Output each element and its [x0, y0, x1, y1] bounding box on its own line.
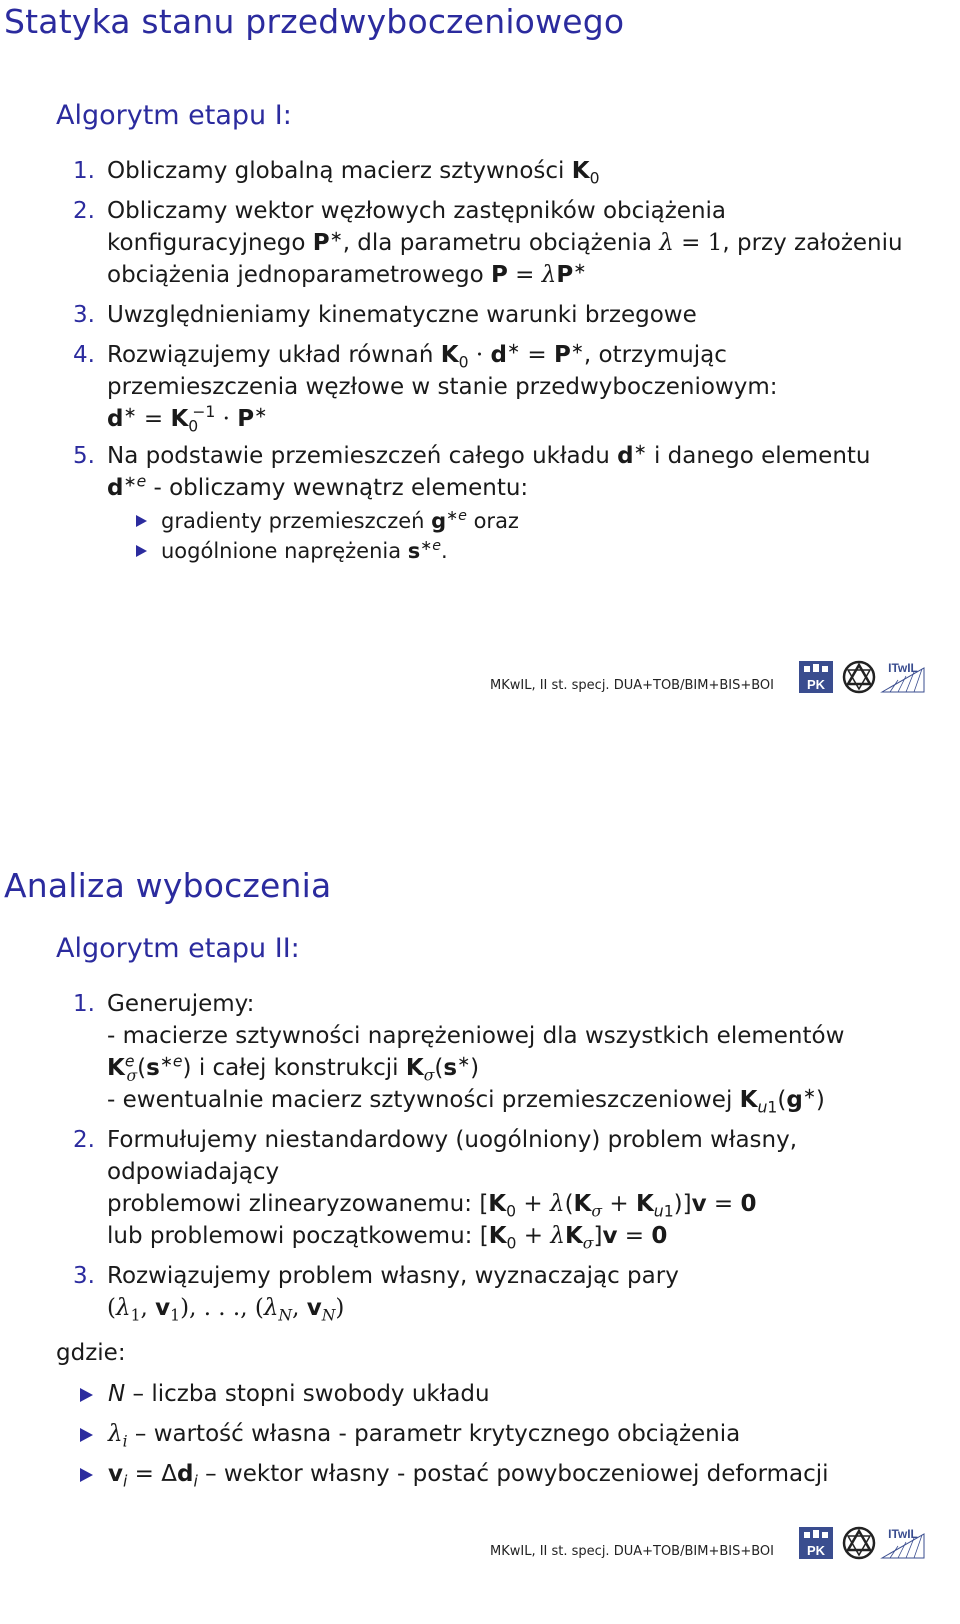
step-line: Rozwiązujemy problem własny, wyznaczając pary	[107, 1263, 679, 1289]
pk-logo-icon	[798, 660, 834, 694]
pk-logo-text: PK	[806, 1543, 826, 1558]
step-text	[107, 195, 927, 291]
step-number: 2.	[73, 198, 95, 224]
itwil-logo-text: ITwIL	[888, 661, 918, 675]
step-number: 1.	[73, 158, 95, 184]
triangle-bullet-icon	[80, 1468, 93, 1482]
pk-logo-text: PK	[806, 677, 826, 692]
where-label: gdzie:	[56, 1340, 126, 1366]
step-text	[107, 155, 927, 187]
step-text	[107, 1260, 927, 1324]
footer-text: MKwIL, II st. specj. DUA+TOB/BIM+BIS+BOI	[490, 1544, 774, 1559]
footer-text: MKwIL, II st. specj. DUA+TOB/BIM+BIS+BOI	[490, 678, 774, 693]
step-line: Generujemy:	[107, 991, 255, 1017]
step-text	[107, 1124, 927, 1252]
emblem-logo-icon	[842, 1526, 876, 1560]
itwil-logo-icon	[880, 1524, 926, 1560]
step-line: obciążenia jednoparametrowego P = λP∗	[107, 258, 587, 288]
block-title: Algorytm etapu I:	[56, 100, 292, 131]
bullet-text: uogólnione naprężenia $s^{∗e}$.	[161, 538, 448, 563]
step-line: ($\lambda_1$, $v_1$), . . ., ($\lambda_N$, $v_N$)	[107, 1295, 345, 1325]
step-line: Obliczamy wektor węzłowych zastępników obciążenia	[107, 198, 727, 224]
bullet-text: N – liczba stopni swobody układu	[108, 1381, 490, 1407]
step-line: $d^∗ = K_0^{-1} \cdot P^∗$	[107, 402, 268, 436]
step-line: - macierze sztywności naprężeniowej dla wszystkich elementów	[107, 1023, 845, 1049]
bullet-text: gradienty przemieszczeń $g^{∗e}$ oraz	[161, 508, 519, 533]
step-line: Na podstawie przemieszczeń całego układu d∗ i danego elementu	[107, 439, 871, 469]
step-line: przemieszczenia węzłowe w stanie przedwyboczeniowym:	[107, 374, 778, 400]
step-text	[107, 988, 927, 1116]
step-number: 3.	[73, 1263, 95, 1289]
step-line: problemowi zlinearyzowanemu: $[K_0 + \lambda(K_\sigma + K_{u1})]v = 0$	[107, 1191, 757, 1221]
step-line: Formułujemy niestandardowy (uogólniony) problem własny,	[107, 1127, 798, 1153]
bullet-text: $v_i = \Delta d_i$ – wektor własny - postać powyboczeniowej deformacji	[108, 1461, 829, 1491]
step-line: Rozwiązujemy układ równań $K_0 \cdot d^∗ = P^∗$, otrzymując	[107, 338, 727, 372]
step-text	[107, 440, 927, 504]
step-line: odpowiadający	[107, 1159, 280, 1185]
triangle-bullet-icon	[80, 1428, 93, 1442]
step-text	[107, 339, 927, 435]
step-text	[107, 299, 927, 331]
step-number: 4.	[73, 342, 95, 368]
pk-logo-icon	[798, 1526, 834, 1560]
step-number: 3.	[73, 302, 95, 328]
step-number: 1.	[73, 991, 95, 1017]
step-line: $d^{∗e}$ - obliczamy wewnątrz elementu:	[107, 471, 529, 501]
block-title: Algorytm etapu II:	[56, 933, 300, 964]
step-line: lub problemowi początkowemu: $[K_0 + \lambda K_\sigma]v = 0$	[107, 1223, 668, 1253]
slide-statyka	[0, 0, 960, 740]
step-line: Obliczamy globalną macierz sztywności $K_0$	[107, 158, 600, 188]
slide-analiza	[0, 866, 960, 1624]
slide-title: Statyka stanu przedwyboczeniowego	[4, 2, 625, 41]
triangle-bullet-icon	[136, 545, 147, 557]
step-number: 5.	[73, 443, 95, 469]
slide-title: Analiza wyboczenia	[4, 866, 332, 905]
triangle-bullet-icon	[80, 1388, 93, 1402]
itwil-logo-icon	[880, 658, 926, 694]
bullet-text: $\lambda_i$ – wartość własna - parametr krytycznego obciążenia	[108, 1421, 741, 1451]
step-line: Uwzględnieniamy kinematyczne warunki brzegowe	[107, 302, 697, 328]
emblem-logo-icon	[842, 660, 876, 694]
triangle-bullet-icon	[136, 515, 147, 527]
step-line: konfiguracyjnego P∗, dla parametru obciążenia λ = 1, przy założeniu	[107, 226, 903, 256]
step-line: - ewentualnie macierz sztywności przemieszczeniowej $K_{u1}(g^∗)$	[107, 1083, 825, 1117]
step-line: $K^e_\sigma(s^{∗e})$ i całej konstrukcji $K_\sigma(s^∗)$	[107, 1051, 480, 1085]
itwil-logo-text: ITwIL	[888, 1527, 918, 1541]
step-number: 2.	[73, 1127, 95, 1153]
